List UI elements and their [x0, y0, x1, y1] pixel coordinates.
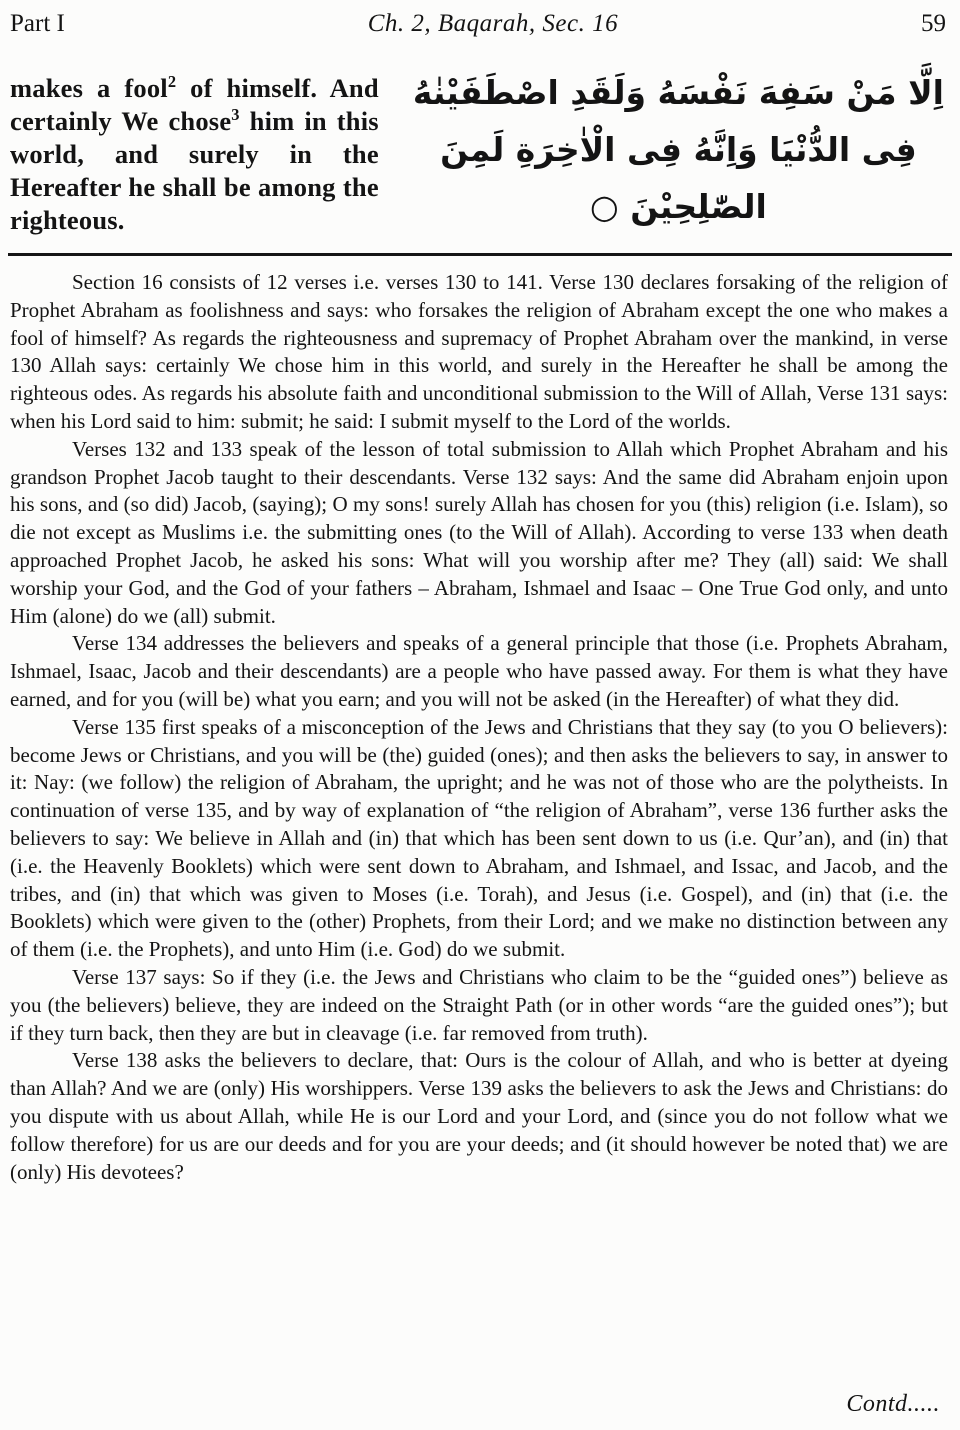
- section-divider-rule: [8, 253, 952, 256]
- paragraph-verses-132-133: Verses 132 and 133 speak of the lesson of total submission to Allah which Prophet Abraham and his grandson Prophet Jacob taught to their descendants. Verse 132 says: And the same did Abraham enjoin upon his sons, and (so did) Jacob, (saying); O my sons! surely Allah has chosen for you (this) religion (i.e. Islam), so die not except as Muslims i.e. the submitting ones (to the Will of Allah). According to verse 133 when death approached Prophet Jacob, he asked his sons: What will you worship after me? They (all) said: We shall worship your God, and the God of your fathers – Abraham, Ishmael and Isaac – One True God only, and unto Him (alone) do we (all) submit.: [10, 436, 948, 628]
- verse-arabic-calligraphy: [379, 64, 950, 237]
- paragraph-section-intro: Section 16 consists of 12 verses i.e. verses 130 to 141. Verse 130 declares forsaking of the religion of Prophet Abraham as foolishness and says: who forsakes the religion of Abraham except the one who makes a fool of himself? As regards the righteousness and supremacy of Prophet Abraham over the mankind, in verse 130 Allah says: certainly We chose him in this world, and surely in the Hereafter he shall be among the righteous odes. As regards his absolute faith and unconditional submission to the Will of Allah, Verse 131 says: when his Lord said to him: submit; he said: I submit myself to the Lord of the worlds.: [10, 270, 948, 433]
- commentary-body: [8, 269, 952, 1186]
- page-number: 59: [920, 10, 946, 37]
- paragraph-verse-134: Verse 134 addresses the believers and speaks of a general principle that those (i.e. Prophets Abraham, Ishmael, Isaac, Jacob and their descendants) are a people who have passed away. For them is what they have earned, and for you (will be) what you earn; and you will not be asked (in the Hereafter) of what they did.: [10, 631, 948, 711]
- arabic-line-2: فِى الدُّنْيَا وَاِنَّهُ فِى الْاٰخِرَةِ لَمِنَ: [440, 130, 917, 169]
- translation-text: makes a fool: [10, 73, 168, 103]
- translation-text: him in this world, and surely in the Hereafter he shall be among the righteous.: [10, 106, 379, 235]
- footnote-ref-3: 3: [231, 105, 240, 125]
- paragraph-verses-135-136: Verse 135 first speaks of a misconception of the Jews and Christians that they say (to you O believers): become Jews or Christians, and you will be (the) guided (ones); and then asks the believers to say, in answer to it: Nay: (we follow) the religion of Abraham, the upright; and he was not of those who are the polytheists. In continuation of verse 135, and by way of explanation of “the religion of Abraham”, verse 136 further asks the believers to say: We believe in Allah and (in) that which has been sent down to us (i.e. Qur’an), and (in) that (i.e. the Heavenly Booklets) which were sent down to Abraham, and Ishmael, and Issac, and Jacob, and the tribes, and (in) that which was given to Moses (i.e. Torah), and Jesus (i.e. Gospel), and (in) that (i.e. the Booklets) which were given to the (other) Prophets, from their Lord; and we make no distinction between any of them (i.e. the Prophets), and unto Him (i.e. God) do we submit.: [10, 714, 948, 962]
- arabic-line-3: الصّٰلِحِيْنَ ○: [589, 187, 767, 226]
- paragraph-verse-137: Verse 137 says: So if they (i.e. the Jews and Christians who claim to be the “guided ones”) believe as you (the believers) believe, they are indeed on the Straight Path (or in other words “are the guided ones”); but if they turn back, then they are but in cleavage (i.e. far removed from truth).: [10, 964, 948, 1045]
- page-header: [8, 8, 952, 38]
- verse-block: [8, 72, 952, 237]
- part-label: Part I: [10, 10, 65, 37]
- paragraph-verses-138-139: Verse 138 asks the believers to declare, that: Ours is the colour of Allah, and who is better at dyeing than Allah? And we are (only) His worshippers. Verse 139 asks the believers to ask the Jews and Christians: do you dispute with us about Allah, while He is our Lord and your Lord, and (since you do not follow what we follow therefore) for us are our deeds and for you are your deeds; and (it should however be noted that) we are (only) His devotees?: [10, 1048, 948, 1184]
- translation-text: of himself. And certainly We chose: [10, 73, 379, 136]
- continued-note: Contd.....: [846, 1391, 940, 1417]
- footnote-ref-2: 2: [167, 72, 177, 92]
- verse-translation: [10, 72, 379, 237]
- chapter-title: Ch. 2, Baqarah, Sec. 16: [367, 10, 619, 37]
- arabic-line-1: اِلَّا مَنْ سَفِهَ نَفْسَهُ وَلَقَدِ اصْطَفَيْنٰهُ: [412, 73, 944, 112]
